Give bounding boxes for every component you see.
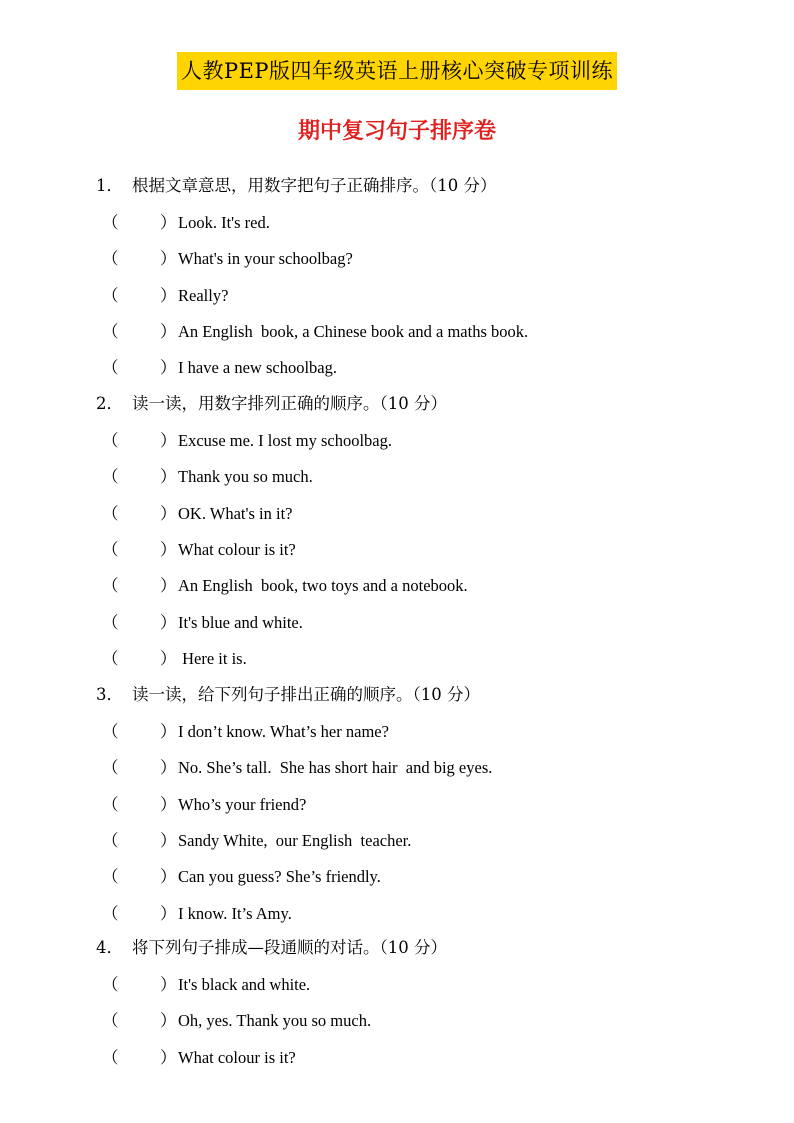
answer-blank-open[interactable]: （ — [102, 867, 119, 887]
question-number: 1． — [96, 176, 123, 195]
question-number: 4． — [96, 938, 123, 957]
page-subtitle: 期中复习句子排序卷 — [297, 119, 496, 144]
sentence-text: It's black and white. — [178, 975, 311, 994]
answer-blank-open[interactable]: （ — [102, 285, 119, 305]
answer-blank-open[interactable]: （ — [102, 213, 119, 232]
answer-blank-close: ） — [160, 975, 177, 994]
answer-blank-open[interactable]: （ — [102, 249, 119, 269]
answer-blank-open[interactable]: （ — [102, 830, 119, 850]
answer-blank-open[interactable]: （ — [102, 1011, 119, 1031]
answer-blank-open[interactable]: （ — [102, 539, 119, 559]
answer-blank-open[interactable]: （ — [102, 467, 119, 487]
answer-blank-close: ） — [160, 539, 177, 559]
answer-blank-close: ） — [160, 794, 177, 814]
ordering-item — [102, 536, 296, 560]
ordering-item — [102, 609, 303, 633]
answer-blank-close: ） — [160, 503, 177, 523]
ordering-item — [102, 427, 392, 451]
ordering-item — [102, 354, 337, 378]
answer-blank-open[interactable]: （ — [102, 612, 119, 632]
answer-blank-close: ） — [160, 830, 177, 850]
answer-blank-open[interactable]: （ — [102, 358, 119, 378]
sentence-text: I don’t know. What’s her name? — [178, 722, 389, 741]
answer-blank-open[interactable]: （ — [102, 758, 119, 778]
answer-blank-close: ） — [160, 867, 177, 887]
question-heading — [96, 934, 447, 958]
answer-blank-open[interactable]: （ — [102, 722, 119, 741]
sentence-text: No. She’s tall. She has short hair and big eyes. — [178, 758, 493, 778]
answer-blank-close: ） — [160, 648, 177, 668]
sentence-text: I know. It’s Amy. — [178, 903, 292, 923]
answer-blank-close: ） — [160, 903, 177, 923]
answer-blank-close: ） — [160, 758, 177, 778]
ordering-item — [102, 1007, 371, 1031]
ordering-item — [102, 500, 293, 524]
question-heading — [96, 390, 447, 414]
ordering-item — [102, 718, 389, 742]
sentence-text: An English book, a Chinese book and a maths book. — [178, 321, 529, 341]
ordering-item — [102, 863, 381, 887]
answer-blank-close: ） — [160, 722, 177, 741]
sentence-text: It's blue and white. — [178, 612, 303, 632]
ordering-item — [102, 463, 313, 487]
title-banner — [0, 52, 794, 90]
question-instruction: 读一读，用数字排列正确的顺序。（10 分） — [132, 394, 447, 413]
question-instruction: 读一读，给下列句子排出正确的顺序。（10 分） — [132, 685, 480, 704]
question-number: 2． — [96, 394, 123, 413]
answer-blank-close: ） — [160, 1047, 177, 1067]
answer-blank-close: ） — [160, 321, 177, 341]
answer-blank-open[interactable]: （ — [102, 975, 119, 994]
ordering-item — [102, 209, 270, 233]
ordering-item — [102, 282, 228, 306]
question-number: 3． — [96, 685, 123, 704]
sentence-text: Thank you so much. — [178, 467, 313, 487]
ordering-item — [102, 791, 306, 815]
answer-blank-open[interactable]: （ — [102, 431, 119, 450]
answer-blank-open[interactable]: （ — [102, 321, 119, 341]
ordering-item — [102, 645, 247, 669]
ordering-item — [102, 827, 411, 851]
answer-blank-close: ） — [160, 213, 177, 232]
ordering-item — [102, 572, 468, 596]
question-heading — [96, 172, 497, 196]
sentence-text: An English book, two toys and a notebook. — [178, 576, 468, 596]
sentence-text: What's in your schoolbag? — [178, 249, 353, 269]
answer-blank-close: ） — [160, 467, 177, 487]
ordering-item — [102, 971, 310, 995]
sentence-text: What colour is it? — [178, 1047, 296, 1067]
answer-blank-close: ） — [160, 612, 177, 632]
ordering-item — [102, 900, 292, 924]
sentence-text: What colour is it? — [178, 539, 296, 559]
answer-blank-close: ） — [160, 249, 177, 269]
sentence-text: Really? — [178, 285, 229, 305]
answer-blank-open[interactable]: （ — [102, 1047, 119, 1067]
answer-blank-close: ） — [160, 285, 177, 305]
sentence-text: Sandy White, our English teacher. — [178, 830, 412, 850]
answer-blank-close: ） — [160, 358, 177, 378]
answer-blank-close: ） — [160, 1011, 177, 1031]
question-instruction: 根据文章意思，用数字把句子正确排序。（10 分） — [132, 176, 497, 195]
answer-blank-open[interactable]: （ — [102, 576, 119, 596]
sentence-text: Excuse me. I lost my schoolbag. — [178, 431, 393, 450]
question-heading — [96, 681, 480, 705]
sentence-text: I have a new schoolbag. — [178, 358, 337, 378]
answer-blank-open[interactable]: （ — [102, 903, 119, 923]
ordering-item — [102, 245, 353, 269]
sentence-text: Here it is. — [178, 648, 247, 668]
answer-blank-open[interactable]: （ — [102, 503, 119, 523]
sentence-text: Who’s your friend? — [178, 794, 307, 814]
answer-blank-open[interactable]: （ — [102, 648, 119, 668]
question-instruction: 将下列句子排成—段通顺的对话。（10 分） — [132, 938, 447, 957]
answer-blank-open[interactable]: （ — [102, 794, 119, 814]
answer-blank-close: ） — [160, 576, 177, 596]
sentence-text: Can you guess? She’s friendly. — [178, 867, 381, 887]
page-title: 人教PEP版四年级英语上册核心突破专项训练 — [177, 52, 617, 90]
ordering-item — [102, 754, 492, 778]
sentence-text: Oh, yes. Thank you so much. — [178, 1011, 372, 1031]
ordering-item — [102, 318, 528, 342]
sentence-text: Look. It's red. — [178, 213, 270, 232]
answer-blank-close: ） — [160, 431, 177, 450]
sentence-text: OK. What's in it? — [178, 503, 293, 523]
ordering-item — [102, 1044, 296, 1068]
